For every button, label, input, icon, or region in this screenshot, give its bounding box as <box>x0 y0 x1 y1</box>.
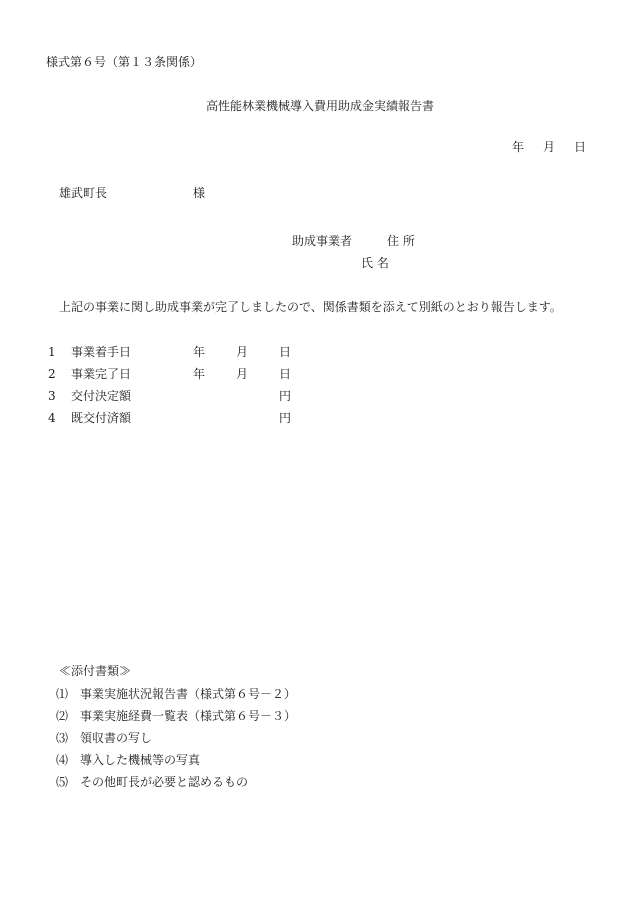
attachment-number: ⑸ <box>56 775 69 789</box>
item-number: 3 <box>48 389 56 403</box>
item-day-label: 日 <box>279 345 292 359</box>
name-label: 氏 名 <box>361 256 389 270</box>
report-statement: 上記の事業に関し助成事業が完了しましたので、関係書類を添えて別紙のとおり報告します。 <box>59 300 562 314</box>
attachment-item: 導入した機械等の写真 <box>80 753 201 767</box>
attachment-number: ⑴ <box>56 687 69 701</box>
item-year-label: 年 <box>193 345 206 359</box>
item-number: 1 <box>48 345 56 359</box>
date-day-label: 日 <box>574 140 587 154</box>
document-title: 高性能林業機械導入費用助成金実績報告書 <box>205 99 434 113</box>
date-month-label: 月 <box>543 140 556 154</box>
item-yen-label: 円 <box>279 411 292 425</box>
attachments-heading: ≪添付書類≫ <box>59 664 132 678</box>
item-number: 4 <box>48 411 56 425</box>
item-label: 事業完了日 <box>71 367 132 381</box>
item-label: 既交付済額 <box>71 411 132 425</box>
item-number: 2 <box>48 367 56 381</box>
item-label: 事業着手日 <box>71 345 132 359</box>
date-year-label: 年 <box>512 140 525 154</box>
attachment-number: ⑷ <box>56 753 69 767</box>
addressee-honorific: 様 <box>193 186 206 200</box>
form-number: 様式第６号（第１３条関係） <box>46 55 203 69</box>
item-month-label: 月 <box>236 367 249 381</box>
addressee-name: 雄武町長 <box>59 186 108 200</box>
applicant-label: 助成事業者 <box>292 234 353 248</box>
attachment-item: その他町長が必要と認めるもの <box>80 775 249 789</box>
item-year-label: 年 <box>193 367 206 381</box>
attachment-number: ⑵ <box>56 709 69 723</box>
attachment-item: 領収書の写し <box>80 731 153 745</box>
address-label: 住 所 <box>387 234 415 248</box>
attachment-item: 事業実施状況報告書（様式第６号－２） <box>80 687 297 701</box>
item-month-label: 月 <box>236 345 249 359</box>
item-day-label: 日 <box>279 367 292 381</box>
item-yen-label: 円 <box>279 389 292 403</box>
attachment-item: 事業実施経費一覧表（様式第６号－３） <box>80 709 297 723</box>
attachment-number: ⑶ <box>56 731 69 745</box>
item-label: 交付決定額 <box>71 389 132 403</box>
